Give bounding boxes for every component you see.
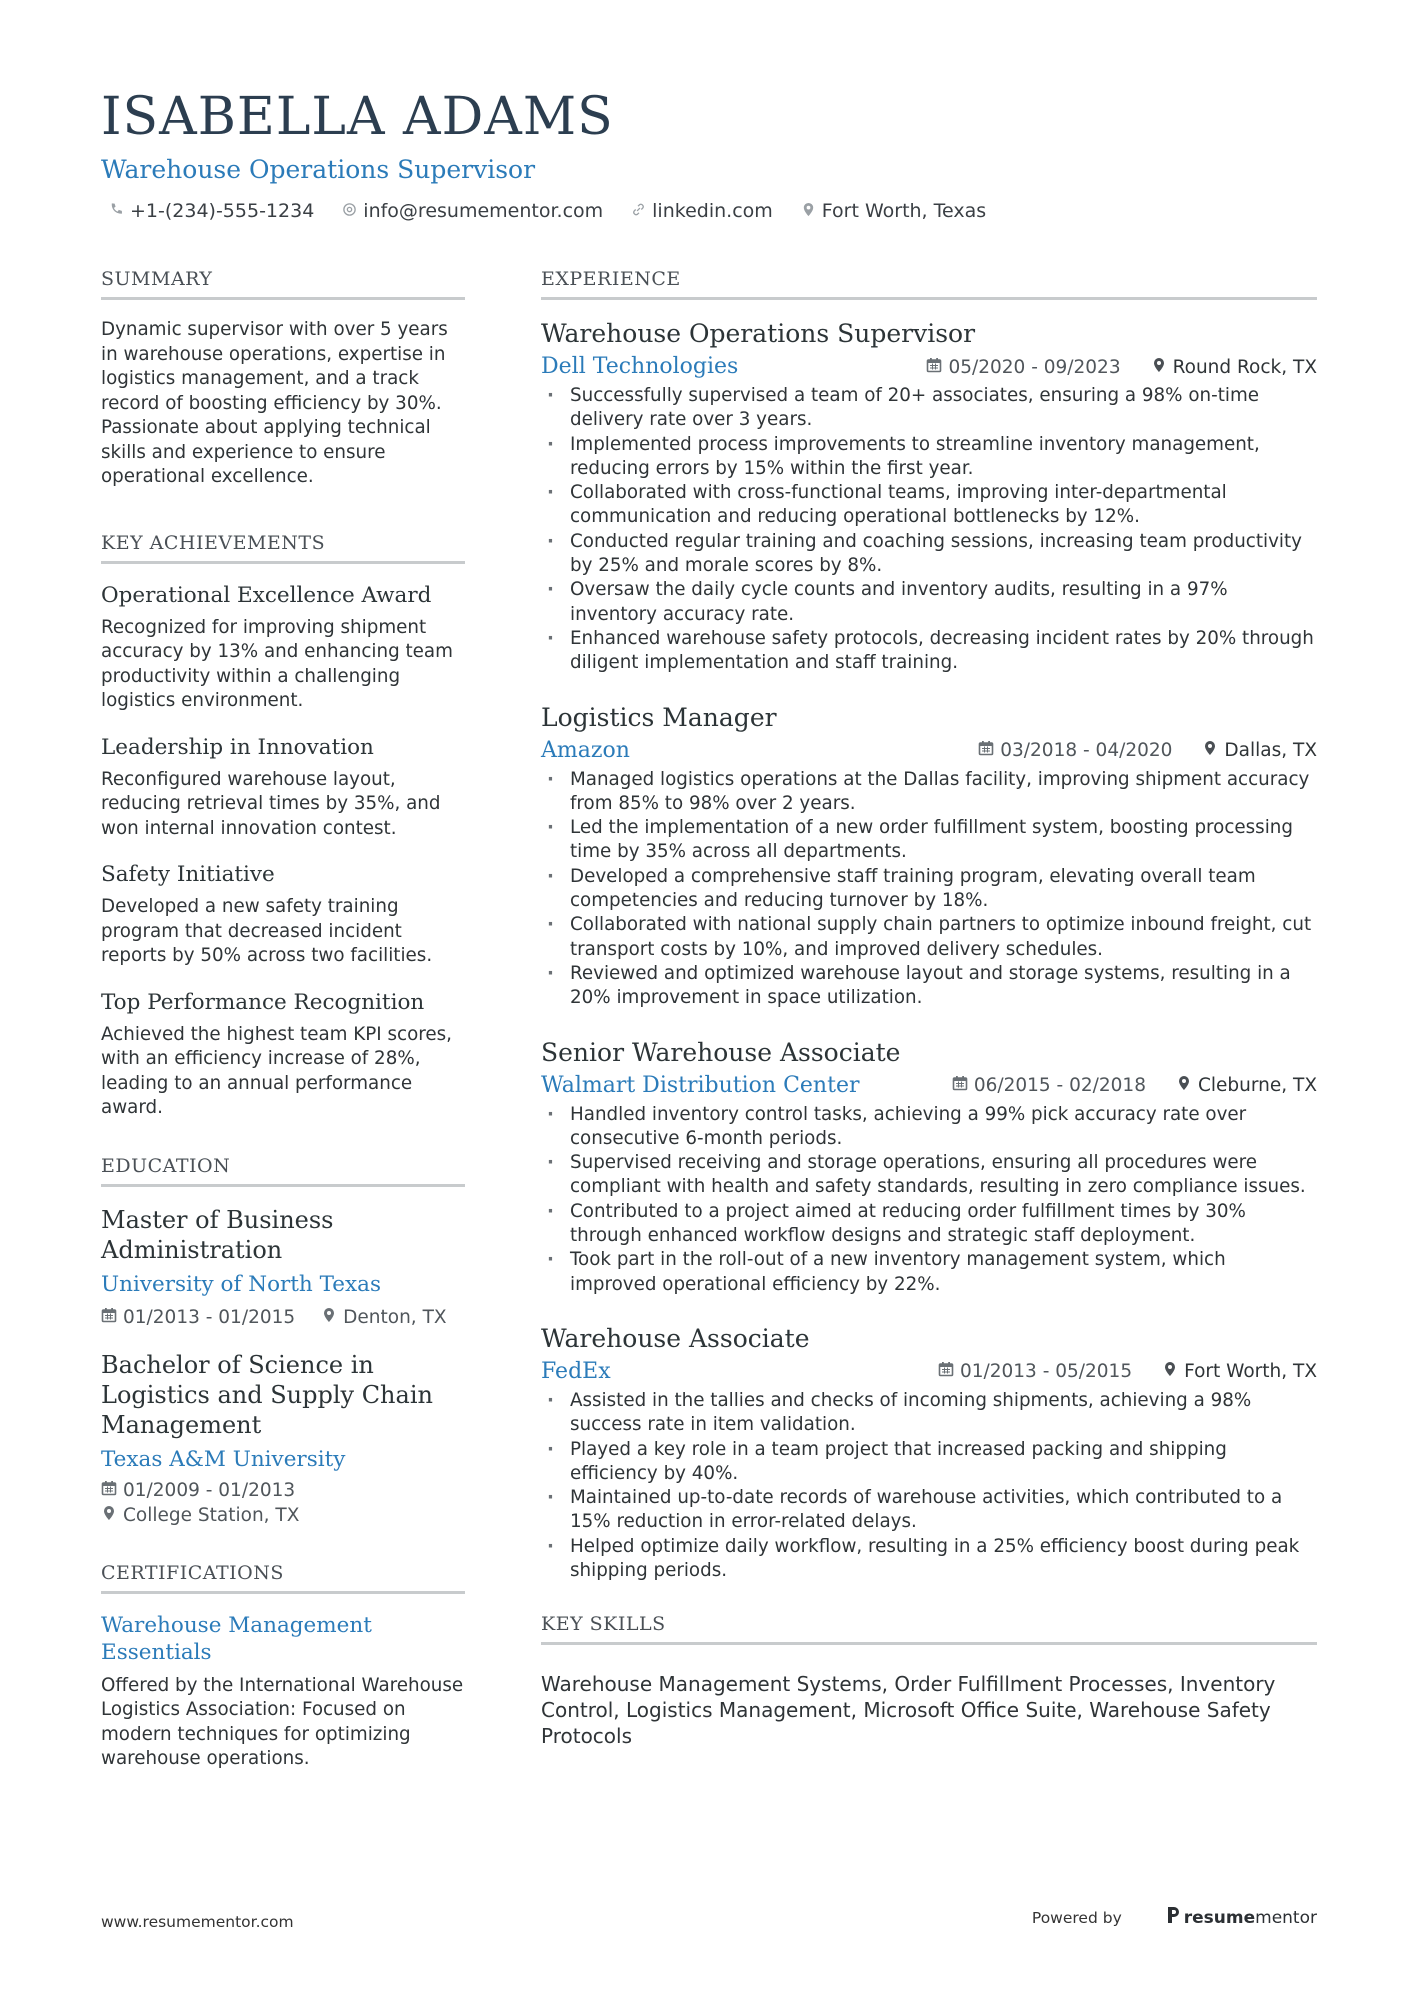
job-bullets xyxy=(541,1389,1317,1583)
achievement-title: Top Performance Recognition xyxy=(101,989,425,1015)
job-bullet: · Successfully supervised a team of 20+ associates, ensuring a 98% on-time delivery rate over 3 years. xyxy=(541,384,1317,433)
job-location xyxy=(1162,1359,1317,1384)
contact-bar xyxy=(101,200,1309,222)
location-pin-icon xyxy=(321,1305,337,1330)
job-bullet: · Played a key role in a team project that increased packing and shipping efficiency by 40%. xyxy=(541,1438,1317,1487)
job-location-text: Fort Worth, TX xyxy=(1184,1361,1317,1383)
job-bullet: · Developed a comprehensive staff training program, elevating overall team competencies and reducing turnover by 18%. xyxy=(541,865,1317,914)
job-bullets xyxy=(541,1103,1317,1297)
phone-text: +1-(234)-555-1234 xyxy=(130,200,315,222)
education-location xyxy=(321,1305,446,1330)
job-bullet: · Oversaw the daily cycle counts and inventory audits, resulting in a 97% inventory accuracy rate. xyxy=(541,578,1317,627)
job-location-text: Dallas, TX xyxy=(1224,740,1317,762)
education-section xyxy=(101,1155,465,1528)
job-title: Warehouse Associate xyxy=(541,1323,810,1353)
job-header-line xyxy=(541,736,1317,766)
job-bullet: · Maintained up-to-date records of warehouse activities, which contributed to a 15% reduction in error-related delays. xyxy=(541,1486,1317,1535)
education-school: University of North Texas xyxy=(101,1271,381,1297)
candidate-title: Warehouse Operations Supervisor xyxy=(101,155,536,184)
link-icon xyxy=(631,200,646,222)
job-dates xyxy=(926,355,1120,380)
education-dates-text: 01/2009 - 01/2013 xyxy=(123,1479,296,1501)
contact-phone xyxy=(109,200,314,222)
job-location xyxy=(1202,738,1317,763)
certification-text: Offered by the International Warehouse Logistics Association: Focused on modern techniques for optimizing warehouse operations. xyxy=(101,1674,464,1769)
achievement-title: Operational Excellence Award xyxy=(101,582,432,608)
education-degree: Master of Business Administration xyxy=(101,1205,334,1264)
education-dates xyxy=(101,1305,295,1330)
job-header-line xyxy=(541,1071,1317,1101)
job-company: FedEx xyxy=(541,1358,611,1384)
achievement-text: Reconfigured warehouse layout, reducing retrieval times by 35%, and won internal innovation contest. xyxy=(101,768,441,839)
phone-icon xyxy=(109,200,124,222)
calendar-icon xyxy=(952,1073,968,1098)
calendar-icon xyxy=(101,1305,117,1330)
achievement-item xyxy=(101,861,465,969)
job-dates-text: 06/2015 - 02/2018 xyxy=(973,1075,1146,1097)
job-company: Walmart Distribution Center xyxy=(541,1072,860,1098)
job-bullet: · Collaborated with cross-functional teams, improving inter-departmental communication and reducing operational bottlenecks by 12%. xyxy=(541,481,1317,530)
location-pin-icon xyxy=(1202,738,1218,763)
certifications-section xyxy=(101,1562,465,1772)
job-bullet: · Reviewed and optimized warehouse layout and storage systems, resulting in a 20% improvement in space utilization. xyxy=(541,962,1317,1011)
email-text[interactable]: info@resumementor.com xyxy=(363,200,604,222)
job-bullet: · Assisted in the tallies and checks of incoming shipments, achieving a 98% success rate in item validation. xyxy=(541,1389,1317,1438)
experience-list xyxy=(541,318,1317,1583)
experience-heading: EXPERIENCE xyxy=(541,268,1317,300)
at-icon xyxy=(342,200,357,222)
left-column xyxy=(101,268,465,1814)
job-entry xyxy=(541,318,1317,676)
job-dates xyxy=(952,1073,1146,1098)
job-meta xyxy=(978,738,1317,763)
achievement-item xyxy=(101,734,465,842)
job-bullet: · Collaborated with national supply chain partners to optimize inbound freight, cut transport costs by 10%, and improved delivery schedules. xyxy=(541,913,1317,962)
job-location xyxy=(1151,355,1317,380)
brand-logo-word-b: mentor xyxy=(1255,1907,1317,1928)
summary-section xyxy=(101,268,465,490)
brand-logo-word-a: resume xyxy=(1183,1907,1256,1928)
job-dates xyxy=(978,738,1172,763)
job-meta xyxy=(952,1073,1317,1098)
achievements-section xyxy=(101,532,465,1121)
footer-url[interactable]: www.resumementor.com xyxy=(101,1913,294,1931)
summary-text: Dynamic supervisor with over 5 years in warehouse operations, expertise in logistics management, and a track record of boosting efficiency by 30%. Passionate about applying technical skills and experience to ensure operational excellence. xyxy=(101,319,448,487)
job-company: Dell Technologies xyxy=(541,354,739,379)
summary-heading: SUMMARY xyxy=(101,268,465,300)
job-bullet: · Helped optimize daily workflow, resulting in a 25% efficiency boost during peak shipping periods. xyxy=(541,1535,1317,1584)
education-degree: Bachelor of Science in Logistics and Supply Chain Management xyxy=(101,1350,433,1439)
right-column xyxy=(541,268,1317,1749)
job-location-text: Round Rock, TX xyxy=(1172,356,1317,378)
job-bullet: · Implemented process improvements to streamline inventory management, reducing errors by 15% within the first year. xyxy=(541,433,1317,482)
location-text: Fort Worth, Texas xyxy=(821,200,987,222)
job-location xyxy=(1176,1073,1317,1098)
job-bullet: · Took part in the roll-out of a new inventory management system, which improved operational efficiency by 22%. xyxy=(541,1248,1317,1297)
location-pin-icon xyxy=(801,200,816,222)
linkedin-text[interactable]: linkedin.com xyxy=(652,200,773,222)
powered-by-text: Powered by xyxy=(1031,1908,1122,1927)
education-school: Texas A&M University xyxy=(101,1446,346,1472)
job-entry xyxy=(541,1037,1317,1297)
achievement-title: Leadership in Innovation xyxy=(101,734,374,760)
job-bullet: · Managed logistics operations at the Dallas facility, improving shipment accuracy from 85% to 98% over 2 years. xyxy=(541,768,1317,817)
education-meta xyxy=(101,1478,465,1528)
achievements-heading: KEY ACHIEVEMENTS xyxy=(101,532,465,564)
brand-logo[interactable] xyxy=(1166,1906,1317,1929)
job-meta xyxy=(938,1359,1317,1384)
education-heading: EDUCATION xyxy=(101,1155,465,1187)
calendar-icon xyxy=(101,1478,117,1503)
job-location-text: Cleburne, TX xyxy=(1197,1075,1317,1097)
education-dates xyxy=(101,1478,465,1503)
achievement-title: Safety Initiative xyxy=(101,862,275,887)
calendar-icon xyxy=(938,1359,954,1384)
calendar-icon xyxy=(978,738,994,763)
job-bullet: · Supervised receiving and storage operations, ensuring all procedures were compliant with health and safety standards, resulting in zero compliance issues. xyxy=(541,1151,1317,1200)
education-item xyxy=(101,1205,465,1330)
location-pin-icon xyxy=(1151,355,1167,380)
job-entry xyxy=(541,702,1317,1011)
job-header-line xyxy=(541,352,1317,382)
job-dates-text: 01/2013 - 05/2015 xyxy=(959,1361,1133,1383)
education-location-text: Denton, TX xyxy=(343,1306,447,1328)
job-title: Warehouse Operations Supervisor xyxy=(541,319,976,348)
job-bullet: · Enhanced warehouse safety protocols, decreasing incident rates by 20% through diligent implementation and staff training. xyxy=(541,627,1317,676)
job-dates-text: 03/2018 - 04/2020 xyxy=(1000,740,1173,762)
job-header-line xyxy=(541,1357,1317,1387)
achievement-text: Recognized for improving shipment accuracy by 13% and enhancing team productivity within a challenging logistics environment. xyxy=(101,616,453,711)
job-title: Logistics Manager xyxy=(541,702,777,732)
contact-linkedin[interactable] xyxy=(631,200,773,222)
job-bullets xyxy=(541,384,1317,676)
education-location-text: College Station, TX xyxy=(123,1504,300,1526)
footer-brand xyxy=(1032,1906,1317,1929)
job-bullet: · Contributed to a project aimed at reducing order fulfillment times by 30% through enhanced workflow designs and strategic staff deployment. xyxy=(541,1200,1317,1249)
brand-logo-icon xyxy=(1166,1906,1180,1929)
skills-heading: KEY SKILLS xyxy=(541,1613,1317,1645)
job-meta xyxy=(926,355,1317,380)
achievement-item xyxy=(101,582,465,714)
candidate-name: ISABELLA ADAMS xyxy=(101,87,614,147)
job-company: Amazon xyxy=(541,737,630,763)
location-pin-icon xyxy=(1162,1359,1178,1384)
contact-location xyxy=(801,200,986,222)
achievement-item xyxy=(101,989,465,1121)
education-location xyxy=(101,1503,465,1528)
job-bullet: · Handled inventory control tasks, achieving a 99% pick accuracy rate over consecutive 6-month periods. xyxy=(541,1103,1317,1152)
certification-title: Warehouse Management Essentials xyxy=(101,1612,372,1665)
achievement-text: Achieved the highest team KPI scores, with an efficiency increase of 28%, leading to an annual performance award. xyxy=(101,1023,452,1118)
job-dates xyxy=(938,1359,1132,1384)
job-title: Senior Warehouse Associate xyxy=(541,1037,901,1067)
achievement-text: Developed a new safety training program that decreased incident reports by 50% across two facilities. xyxy=(101,896,433,966)
contact-email[interactable] xyxy=(342,200,603,222)
skills-section xyxy=(541,1613,1317,1749)
education-item xyxy=(101,1350,465,1528)
job-bullets xyxy=(541,768,1317,1011)
certifications-heading: CERTIFICATIONS xyxy=(101,1562,465,1594)
location-pin-icon xyxy=(101,1503,117,1528)
calendar-icon xyxy=(926,355,942,380)
education-meta xyxy=(101,1305,465,1330)
education-dates-text: 01/2013 - 01/2015 xyxy=(123,1306,296,1328)
job-entry xyxy=(541,1323,1317,1583)
job-bullet: · Led the implementation of a new order fulfillment system, boosting processing time by 35% across all departments. xyxy=(541,816,1317,865)
skills-text: Warehouse Management Systems, Order Fulfillment Processes, Inventory Control, Logistics Management, Microsoft Office Suite, Warehouse Safety Protocols xyxy=(541,1672,1276,1749)
location-pin-icon xyxy=(1176,1073,1192,1098)
job-dates-text: 05/2020 - 09/2023 xyxy=(948,356,1121,378)
resume-header xyxy=(101,86,1309,222)
job-bullet: · Conducted regular training and coaching sessions, increasing team productivity by 25% and morale scores by 8%. xyxy=(541,530,1317,579)
